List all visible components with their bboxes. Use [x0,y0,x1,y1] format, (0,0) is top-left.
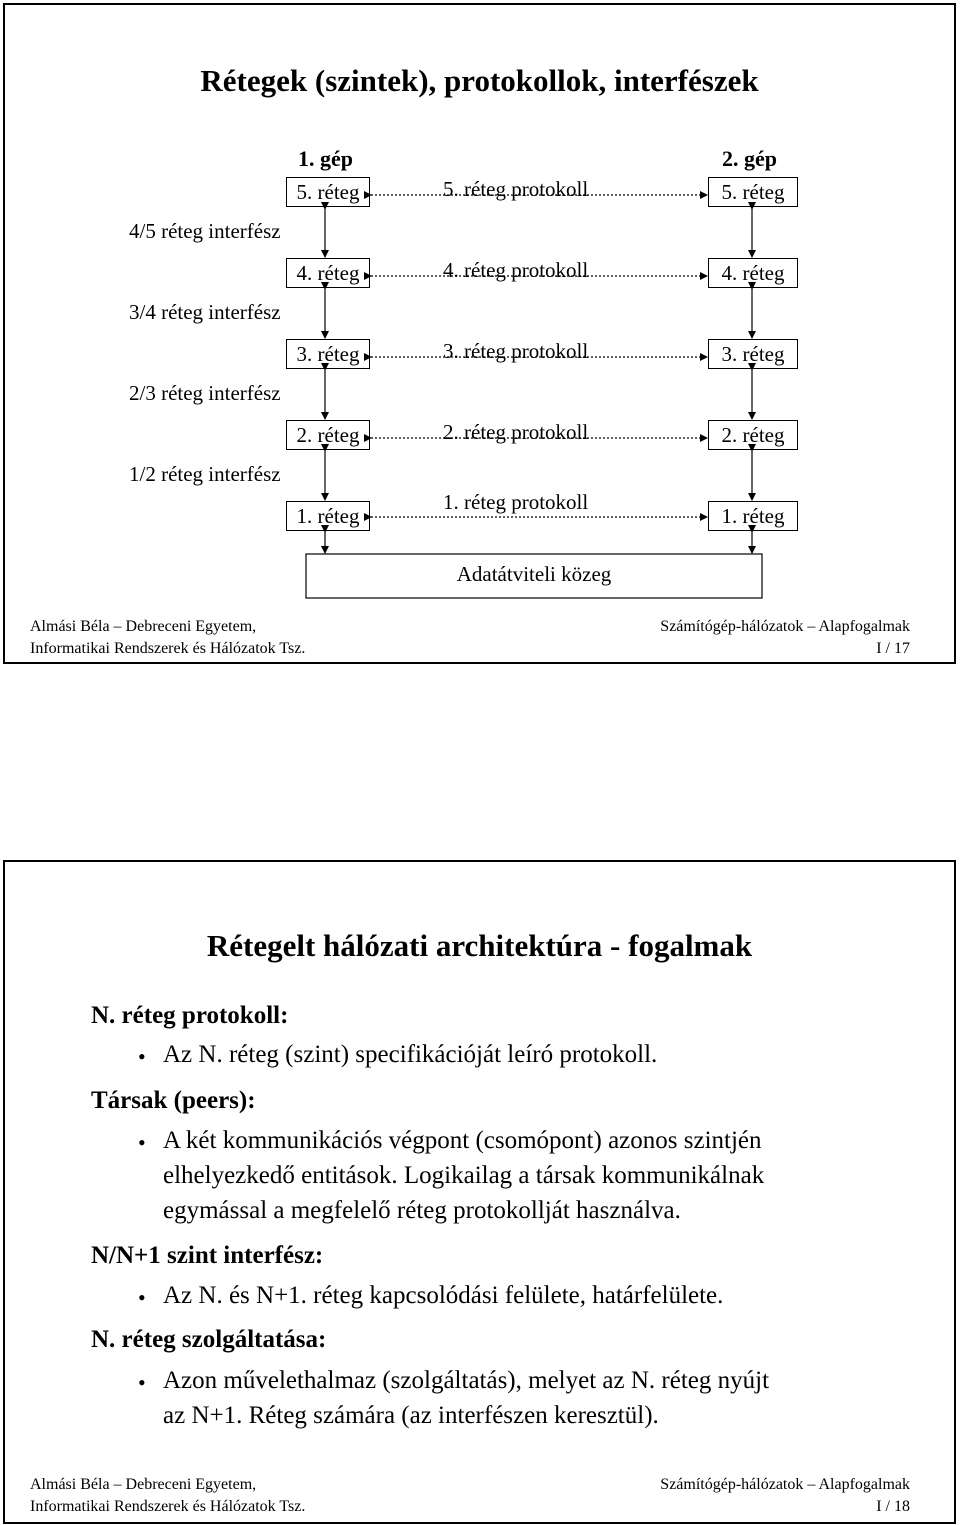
footer-right [660,1474,910,1518]
protocol-label-1: 1. réteg protokoll [443,490,589,514]
section-heading-protocol: N. réteg protokoll: [91,1002,289,1029]
interface-label-45: 4/5 réteg interfész [129,219,281,243]
interface-label-12: 1/2 réteg interfész [129,462,281,486]
bullet-marker: • [138,1285,146,1310]
right-layer-1: 1. réteg [708,501,798,531]
bullet-text-line: az N+1. Réteg számára (az interfészen keresztül). [163,1402,659,1429]
footer-course: Számítógép-hálózatok – Alapfogalmak [660,618,910,635]
slide-title: Rétegelt hálózati architektúra - fogalmak [206,928,753,963]
interface-label-23: 2/3 réteg interfész [129,381,281,405]
bullet-text-line: Azon művelethalmaz (szolgáltatás), melyet az N. réteg nyújt [163,1367,770,1394]
footer-department: Informatikai Rendszerek és Hálózatok Tsz. [30,1498,306,1515]
right-layer-3: 3. réteg [708,339,798,369]
protocol-label-2: 2. réteg protokoll [443,420,589,444]
machine-1-label: 1. gép [298,146,353,171]
bullet-marker: • [138,1370,146,1395]
section-heading-service: N. réteg szolgáltatása: [91,1326,327,1353]
slide-title: Rétegek (szintek), protokollok, interfészek [200,63,759,98]
left-layer-4: 4. réteg [286,258,370,288]
right-layer-2: 2. réteg [708,420,798,450]
bullet-text: Az N. réteg (szint) specifikációját leíró protokoll. [163,1041,658,1068]
left-layer-2: 2. réteg [286,420,370,450]
interface-label-34: 3/4 réteg interfész [129,300,281,324]
right-layer-5: 5. réteg [708,177,798,207]
slide-concepts [3,860,956,1524]
bullet-text-line: elhelyezkedő entitások. Logikailag a társak kommunikálnak [163,1162,765,1189]
bullet-text-line: A két kommunikációs végpont (csomópont) azonos szintjén [163,1127,762,1154]
left-layer-5: 5. réteg [286,177,370,207]
footer-author: Almási Béla – Debreceni Egyetem, [30,1476,257,1493]
left-layer-3: 3. réteg [286,339,370,369]
footer-page-number: I / 17 [876,640,910,657]
slide-layers-diagram [3,3,956,664]
footer-left [30,1474,305,1518]
footer-right [660,616,910,660]
left-layer-1: 1. réteg [286,501,370,531]
bullet-marker: • [138,1130,146,1155]
medium-label: Adatátviteli közeg [456,562,612,586]
section-heading-peers: Társak (peers): [91,1087,256,1114]
footer-left [30,616,305,660]
right-layer-4: 4. réteg [708,258,798,288]
bullet-marker: • [138,1044,146,1069]
machine-2-label: 2. gép [722,146,777,171]
bullet-text: Az N. és N+1. réteg kapcsolódási felülete, határfelülete. [163,1282,724,1309]
protocol-label-4: 4. réteg protokoll [443,258,589,282]
footer-page-number: I / 18 [876,1498,910,1515]
footer-course: Számítógép-hálózatok – Alapfogalmak [660,1476,910,1493]
footer-author: Almási Béla – Debreceni Egyetem, [30,618,257,635]
protocol-label-5: 5. réteg protokoll [443,177,589,201]
protocol-label-3: 3. réteg protokoll [443,339,589,363]
bullet-text-line: egymással a megfelelő réteg protokollját használva. [163,1197,681,1224]
section-heading-interface: N/N+1 szint interfész: [91,1242,324,1269]
footer-department: Informatikai Rendszerek és Hálózatok Tsz. [30,640,306,657]
